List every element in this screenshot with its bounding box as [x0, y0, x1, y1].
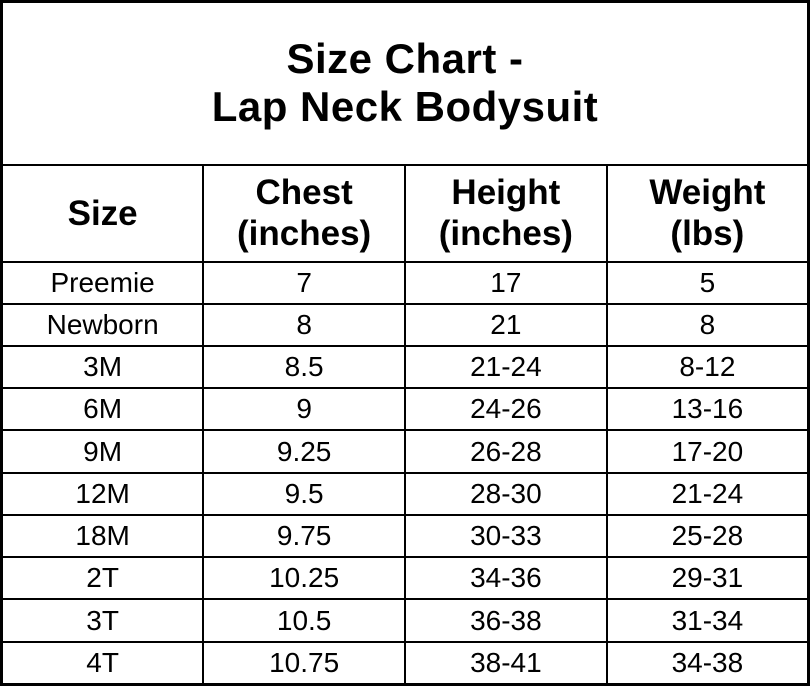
- cell-chest: 8: [203, 304, 405, 346]
- table-row: [2, 473, 809, 515]
- cell-weight: 17-20: [607, 430, 809, 472]
- cell-size: Preemie: [2, 262, 204, 304]
- column-header-chest: [203, 165, 405, 262]
- cell-chest: 10.75: [203, 642, 405, 685]
- table-row: [2, 515, 809, 557]
- column-header-size: [2, 165, 204, 262]
- cell-size: 6M: [2, 388, 204, 430]
- cell-size: 9M: [2, 430, 204, 472]
- cell-size: 18M: [2, 515, 204, 557]
- cell-chest: 10.5: [203, 599, 405, 641]
- table-row: [2, 557, 809, 599]
- cell-height: 36-38: [405, 599, 607, 641]
- table-row: [2, 346, 809, 388]
- cell-chest: 7: [203, 262, 405, 304]
- cell-weight: 25-28: [607, 515, 809, 557]
- cell-chest: 8.5: [203, 346, 405, 388]
- column-header-height-label: Height: [451, 173, 561, 213]
- cell-chest: 9.75: [203, 515, 405, 557]
- column-header-weight-unit: (lbs): [670, 214, 745, 254]
- cell-size: 12M: [2, 473, 204, 515]
- table-row: [2, 304, 809, 346]
- column-header-chest-unit: (inches): [237, 214, 372, 254]
- cell-height: 21: [405, 304, 607, 346]
- cell-weight: 13-16: [607, 388, 809, 430]
- cell-weight: 21-24: [607, 473, 809, 515]
- table-row: [2, 388, 809, 430]
- column-header-weight: [607, 165, 809, 262]
- cell-chest: 9: [203, 388, 405, 430]
- table-header-row: [2, 165, 809, 262]
- column-header-size-label: Size: [67, 193, 138, 233]
- column-header-height: [405, 165, 607, 262]
- cell-weight: 34-38: [607, 642, 809, 685]
- column-header-weight-label: Weight: [649, 173, 766, 213]
- cell-height: 21-24: [405, 346, 607, 388]
- cell-weight: 8: [607, 304, 809, 346]
- cell-weight: 8-12: [607, 346, 809, 388]
- cell-weight: 29-31: [607, 557, 809, 599]
- cell-chest: 10.25: [203, 557, 405, 599]
- cell-size: 3T: [2, 599, 204, 641]
- cell-size: 3M: [2, 346, 204, 388]
- cell-height: 28-30: [405, 473, 607, 515]
- chart-title: [2, 2, 809, 165]
- table-row: [2, 430, 809, 472]
- cell-chest: 9.5: [203, 473, 405, 515]
- cell-height: 17: [405, 262, 607, 304]
- cell-size: 4T: [2, 642, 204, 685]
- cell-height: 30-33: [405, 515, 607, 557]
- cell-height: 24-26: [405, 388, 607, 430]
- cell-size: Newborn: [2, 304, 204, 346]
- table-row: [2, 262, 809, 304]
- cell-height: 26-28: [405, 430, 607, 472]
- chart-title-line1: Size Chart -: [286, 35, 524, 83]
- chart-title-line2: Lap Neck Bodysuit: [211, 83, 599, 131]
- title-row: [2, 2, 809, 165]
- cell-weight: 31-34: [607, 599, 809, 641]
- column-header-chest-label: Chest: [255, 173, 353, 213]
- cell-size: 2T: [2, 557, 204, 599]
- cell-height: 34-36: [405, 557, 607, 599]
- table-row: [2, 642, 809, 685]
- column-header-height-unit: (inches): [438, 214, 573, 254]
- table-row: [2, 599, 809, 641]
- cell-chest: 9.25: [203, 430, 405, 472]
- cell-height: 38-41: [405, 642, 607, 685]
- cell-weight: 5: [607, 262, 809, 304]
